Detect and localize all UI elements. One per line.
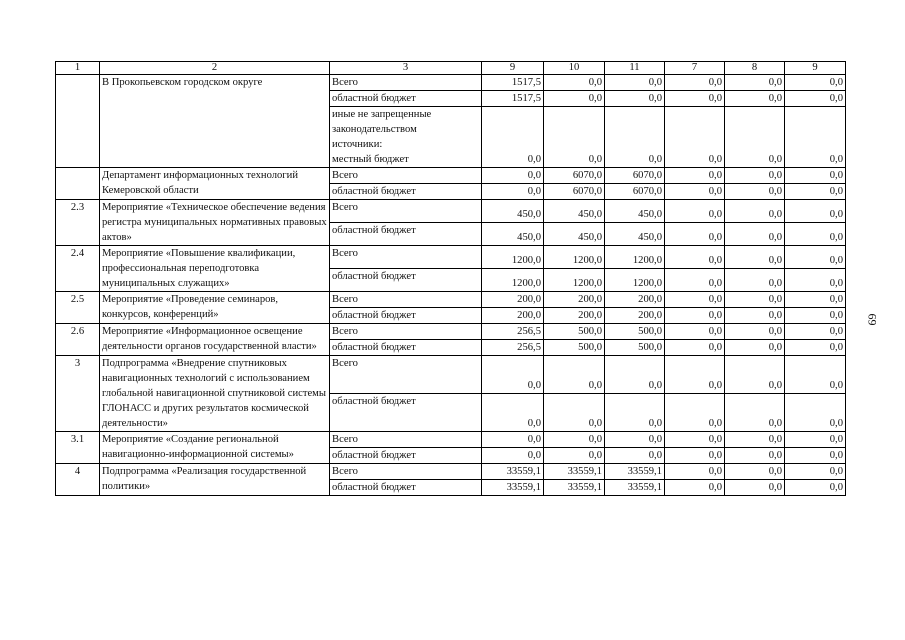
funding-source	[330, 200, 482, 223]
table-row	[56, 432, 846, 448]
amount-cell: 0,0	[665, 324, 725, 340]
amount-cell: 0,0	[785, 269, 846, 292]
amount-cell: 0,0	[725, 75, 785, 91]
funding-source	[330, 168, 482, 184]
item-number: 2.3	[56, 200, 100, 246]
amount-cell: 0,0	[482, 184, 544, 200]
amount-cell: 0,0	[665, 432, 725, 448]
funding-source-line: Всего	[332, 434, 358, 445]
header-cell: 7	[665, 62, 725, 75]
amount-cell: 0,0	[544, 75, 605, 91]
amount-cell: 0,0	[544, 448, 605, 464]
amount-cell: 450,0	[544, 200, 605, 223]
amount-cell: 200,0	[605, 308, 665, 324]
amount-cell: 0,0	[785, 292, 846, 308]
amount-cell: 0,0	[665, 464, 725, 480]
funding-source-line: законодательством	[332, 124, 417, 135]
amount-cell: 0,0	[785, 356, 846, 394]
amount-cell: 6070,0	[544, 168, 605, 184]
amount-cell: 0,0	[725, 223, 785, 246]
amount-cell: 0,0	[665, 168, 725, 184]
amount-cell: 0,0	[665, 356, 725, 394]
amount-cell: 0,0	[725, 246, 785, 269]
funding-source-line: областной бюджет	[332, 271, 416, 282]
amount-cell: 0,0	[725, 308, 785, 324]
funding-source	[330, 340, 482, 356]
page-number: 69	[865, 313, 880, 326]
budget-table	[55, 61, 846, 496]
amount-cell: 0,0	[665, 223, 725, 246]
amount-cell: 0,0	[725, 168, 785, 184]
amount-cell: 6070,0	[605, 168, 665, 184]
item-name: Мероприятие «Техническое обеспечение ведения регистра муниципальных нормативных правовых актов»	[100, 200, 330, 246]
amount-cell: 0,0	[725, 448, 785, 464]
amount-cell: 0,0	[725, 340, 785, 356]
table-row	[56, 168, 846, 184]
funding-source-line: областной бюджет	[332, 93, 416, 104]
funding-source	[330, 91, 482, 107]
table-row	[56, 292, 846, 308]
funding-source	[330, 223, 482, 246]
amount-cell: 0,0	[785, 107, 846, 168]
item-name: Мероприятие «Создание региональной навигационно-информационной системы»	[100, 432, 330, 464]
item-number: 2.5	[56, 292, 100, 324]
funding-source	[330, 246, 482, 269]
amount-cell: 450,0	[544, 223, 605, 246]
table-row	[56, 324, 846, 340]
funding-source	[330, 184, 482, 200]
amount-cell: 450,0	[605, 223, 665, 246]
funding-source-line: областной бюджет	[332, 482, 416, 493]
amount-cell: 0,0	[785, 480, 846, 496]
item-number: 3.1	[56, 432, 100, 464]
funding-source-line: областной бюджет	[332, 186, 416, 197]
amount-cell: 1517,5	[482, 75, 544, 91]
amount-cell: 1200,0	[482, 246, 544, 269]
item-number: 2.4	[56, 246, 100, 292]
item-name: Департамент информационных технологий Кемеровской области	[100, 168, 330, 200]
amount-cell: 0,0	[785, 200, 846, 223]
amount-cell: 0,0	[482, 448, 544, 464]
header-cell: 9	[785, 62, 846, 75]
amount-cell: 0,0	[725, 91, 785, 107]
amount-cell: 0,0	[544, 394, 605, 432]
amount-cell: 1200,0	[605, 246, 665, 269]
amount-cell: 0,0	[665, 480, 725, 496]
funding-source	[330, 308, 482, 324]
amount-cell: 0,0	[785, 184, 846, 200]
funding-source-line: иные не запрещенные	[332, 109, 432, 120]
header-cell: 8	[725, 62, 785, 75]
item-name: В Прокопьевском городском округе	[100, 75, 330, 168]
funding-source-line: местный бюджет	[332, 154, 409, 165]
funding-source-line: Всего	[332, 248, 358, 259]
amount-cell: 1200,0	[482, 269, 544, 292]
amount-cell: 6070,0	[605, 184, 665, 200]
funding-source	[330, 432, 482, 448]
table-row	[56, 75, 846, 91]
amount-cell: 0,0	[785, 246, 846, 269]
amount-cell: 0,0	[544, 107, 605, 168]
amount-cell: 0,0	[665, 246, 725, 269]
funding-source	[330, 448, 482, 464]
table-row	[56, 246, 846, 269]
header-cell: 1	[56, 62, 100, 75]
amount-cell: 1200,0	[605, 269, 665, 292]
amount-cell: 0,0	[785, 168, 846, 184]
funding-source	[330, 75, 482, 91]
funding-source	[330, 464, 482, 480]
amount-cell: 200,0	[544, 292, 605, 308]
funding-source-line: Всего	[332, 77, 358, 88]
amount-cell: 0,0	[544, 91, 605, 107]
amount-cell: 500,0	[605, 340, 665, 356]
amount-cell: 0,0	[785, 308, 846, 324]
amount-cell: 0,0	[785, 75, 846, 91]
amount-cell: 0,0	[605, 91, 665, 107]
amount-cell: 0,0	[665, 91, 725, 107]
amount-cell: 0,0	[785, 223, 846, 246]
funding-source-line: Всего	[332, 326, 358, 337]
amount-cell: 500,0	[544, 324, 605, 340]
amount-cell: 0,0	[665, 75, 725, 91]
amount-cell: 0,0	[725, 464, 785, 480]
funding-source-line: областной бюджет	[332, 225, 416, 236]
amount-cell: 0,0	[665, 308, 725, 324]
amount-cell: 0,0	[665, 200, 725, 223]
amount-cell: 0,0	[665, 107, 725, 168]
amount-cell: 1200,0	[544, 246, 605, 269]
header-cell: 2	[100, 62, 330, 75]
item-number	[56, 168, 100, 200]
funding-source-line: Всего	[332, 466, 358, 477]
item-name: Мероприятие «Проведение семинаров, конкурсов, конференций»	[100, 292, 330, 324]
amount-cell: 33559,1	[605, 480, 665, 496]
item-number	[56, 75, 100, 168]
item-name: Мероприятие «Информационное освещение деятельности органов государственной власти»	[100, 324, 330, 356]
funding-source	[330, 394, 482, 432]
item-number: 4	[56, 464, 100, 496]
amount-cell: 0,0	[785, 432, 846, 448]
item-name: Мероприятие «Повышение квалификации, профессиональная переподготовка муниципальных служащих»	[100, 246, 330, 292]
amount-cell: 0,0	[725, 356, 785, 394]
item-number: 2.6	[56, 324, 100, 356]
funding-source-line: областной бюджет	[332, 310, 416, 321]
funding-source-line: Всего	[332, 202, 358, 213]
amount-cell: 0,0	[725, 269, 785, 292]
amount-cell: 0,0	[482, 356, 544, 394]
table-row	[56, 356, 846, 394]
header-cell: 9	[482, 62, 544, 75]
header-cell: 10	[544, 62, 605, 75]
table-row	[56, 200, 846, 223]
amount-cell: 0,0	[544, 356, 605, 394]
item-number: 3	[56, 356, 100, 432]
budget-table-page	[55, 61, 845, 496]
amount-cell: 0,0	[725, 200, 785, 223]
amount-cell: 0,0	[665, 340, 725, 356]
funding-source	[330, 292, 482, 308]
amount-cell: 0,0	[725, 184, 785, 200]
amount-cell: 0,0	[482, 394, 544, 432]
amount-cell: 256,5	[482, 324, 544, 340]
amount-cell: 0,0	[544, 432, 605, 448]
amount-cell: 0,0	[785, 394, 846, 432]
amount-cell: 256,5	[482, 340, 544, 356]
amount-cell: 200,0	[482, 308, 544, 324]
amount-cell: 0,0	[482, 168, 544, 184]
amount-cell: 0,0	[665, 269, 725, 292]
header-cell: 11	[605, 62, 665, 75]
funding-source	[330, 107, 482, 168]
amount-cell: 200,0	[605, 292, 665, 308]
amount-cell: 0,0	[785, 91, 846, 107]
amount-cell: 0,0	[482, 432, 544, 448]
item-name: Подпрограмма «Реализация государственной политики»	[100, 464, 330, 496]
amount-cell: 500,0	[605, 324, 665, 340]
funding-source	[330, 480, 482, 496]
funding-source	[330, 356, 482, 394]
amount-cell: 0,0	[725, 292, 785, 308]
amount-cell: 6070,0	[544, 184, 605, 200]
funding-source-line: Всего	[332, 358, 358, 369]
amount-cell: 0,0	[605, 356, 665, 394]
amount-cell: 33559,1	[482, 480, 544, 496]
amount-cell: 0,0	[605, 394, 665, 432]
amount-cell: 33559,1	[482, 464, 544, 480]
funding-source	[330, 324, 482, 340]
header-row	[56, 62, 846, 75]
amount-cell: 0,0	[482, 107, 544, 168]
amount-cell: 0,0	[665, 292, 725, 308]
header-cell: 3	[330, 62, 482, 75]
amount-cell: 33559,1	[605, 464, 665, 480]
amount-cell: 0,0	[665, 394, 725, 432]
amount-cell: 1517,5	[482, 91, 544, 107]
amount-cell: 450,0	[482, 223, 544, 246]
funding-source-line: Всего	[332, 170, 358, 181]
amount-cell: 450,0	[482, 200, 544, 223]
funding-source-line: областной бюджет	[332, 450, 416, 461]
amount-cell: 0,0	[605, 448, 665, 464]
amount-cell: 0,0	[605, 432, 665, 448]
amount-cell: 0,0	[605, 75, 665, 91]
amount-cell: 0,0	[725, 107, 785, 168]
amount-cell: 0,0	[725, 480, 785, 496]
amount-cell: 33559,1	[544, 480, 605, 496]
amount-cell: 33559,1	[544, 464, 605, 480]
funding-source-line: областной бюджет	[332, 396, 416, 407]
amount-cell: 0,0	[725, 394, 785, 432]
amount-cell: 1200,0	[544, 269, 605, 292]
amount-cell: 0,0	[785, 448, 846, 464]
amount-cell: 500,0	[544, 340, 605, 356]
funding-source-line: Всего	[332, 294, 358, 305]
amount-cell: 0,0	[665, 184, 725, 200]
amount-cell: 0,0	[725, 432, 785, 448]
amount-cell: 0,0	[725, 324, 785, 340]
table-row	[56, 464, 846, 480]
amount-cell: 200,0	[544, 308, 605, 324]
amount-cell: 0,0	[785, 340, 846, 356]
amount-cell: 450,0	[605, 200, 665, 223]
amount-cell: 0,0	[785, 464, 846, 480]
item-name: Подпрограмма «Внедрение спутниковых навигационных технологий с использованием глобальной навигационной спутниковой системы ГЛОНАСС и других результатов космической деятельности»	[100, 356, 330, 432]
funding-source-line: областной бюджет	[332, 342, 416, 353]
amount-cell: 200,0	[482, 292, 544, 308]
funding-source-line: источники:	[332, 139, 383, 150]
amount-cell: 0,0	[785, 324, 846, 340]
amount-cell: 0,0	[605, 107, 665, 168]
amount-cell: 0,0	[665, 448, 725, 464]
funding-source	[330, 269, 482, 292]
